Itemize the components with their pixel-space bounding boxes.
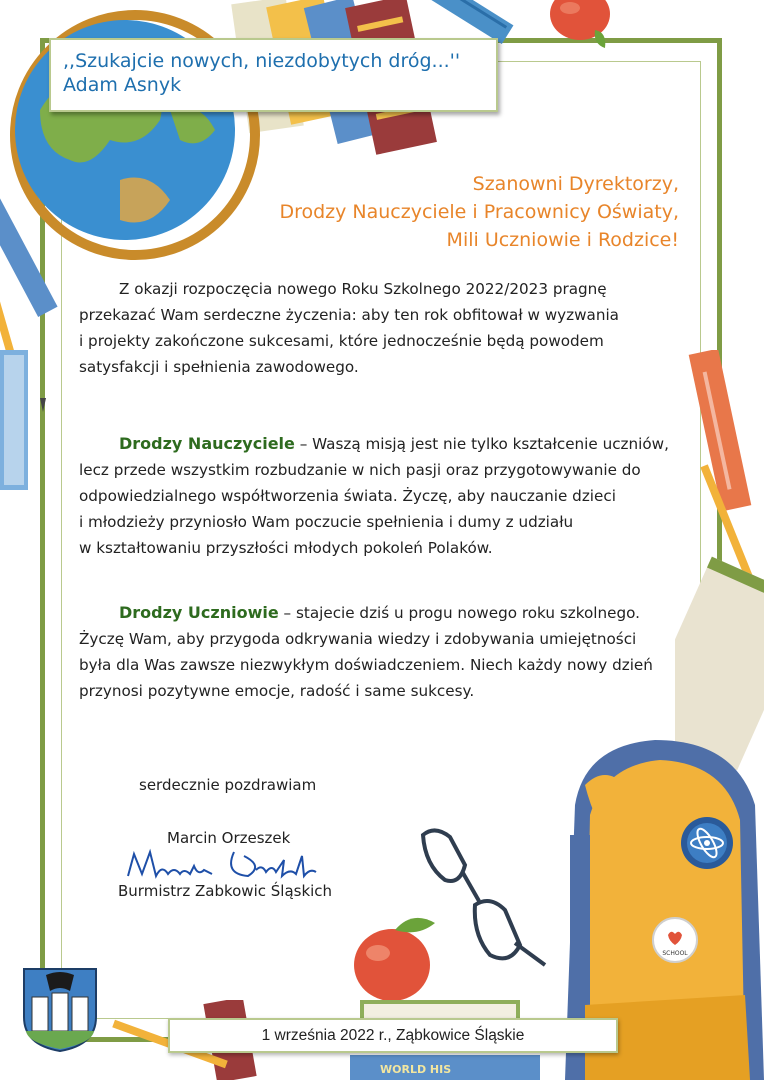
handwritten-signature bbox=[124, 846, 334, 884]
paragraph-intro-line-3: i projekty zakończone sukcesami, które jednocześnie będą powodem bbox=[79, 332, 604, 350]
paragraph-teachers-line-5: w kształtowaniu przyszłości młodych pokoleń Polaków. bbox=[79, 539, 493, 557]
greeting-line-1: Szanowni Dyrektorzy, bbox=[472, 173, 679, 195]
paragraph-students-line-1: – stajecie dziś u progu nowego roku szkolnego. bbox=[278, 604, 640, 622]
signer-title: Burmistrz Zabkowic Śląskich bbox=[118, 882, 333, 900]
greeting bbox=[279, 170, 679, 254]
signer-name: Marcin Orzeszek bbox=[167, 829, 291, 847]
date-place-text: 1 września 2022 r., Ząbkowice Śląskie bbox=[261, 1027, 525, 1044]
students-heading: Drodzy Uczniowie bbox=[119, 603, 279, 622]
paragraph-teachers bbox=[79, 431, 694, 561]
greeting-line-2: Drodzy Nauczyciele i Pracownicy Oświaty, bbox=[279, 201, 679, 223]
greeting-line-3: Mili Uczniowie i Rodzice! bbox=[446, 229, 679, 251]
teachers-heading: Drodzy Nauczyciele bbox=[119, 434, 295, 453]
paragraph-intro-line-1: Z okazji rozpoczęcia nowego Roku Szkolnego 2022/2023 pragnę bbox=[119, 280, 607, 298]
apple-books-illustration bbox=[340, 905, 540, 1080]
quote-author: Adam Asnyk bbox=[63, 74, 182, 96]
paragraph-intro-line-4: satysfakcji i spełnienia zawodowego. bbox=[79, 358, 359, 376]
left-pencils-illustration bbox=[0, 180, 70, 500]
paragraph-teachers-line-4: i młodzieży przyniosło Wam poczucie spełnienia i dumy z udziału bbox=[79, 513, 574, 531]
paragraph-students bbox=[79, 600, 694, 704]
badge-label: SCHOOL bbox=[662, 950, 688, 957]
coat-of-arms-icon bbox=[22, 967, 98, 1053]
book-bottom-label: WORLD HIS bbox=[380, 1063, 452, 1076]
paragraph-intro bbox=[79, 276, 694, 380]
quote-text: ,,Szukajcie nowych, niezdobytych dróg...'' bbox=[63, 50, 461, 72]
paragraph-students-line-3: była dla Was zawsze niezwykłym doświadczeniem. Niech każdy nowy dzień bbox=[79, 656, 653, 674]
paragraph-students-line-4: przynosi pozytywne emocje, radość i same sukcesy. bbox=[79, 682, 475, 700]
paragraph-intro-line-2: przekazać Wam serdeczne życzenia: aby ten rok obfitował w wyzwania bbox=[79, 306, 619, 324]
paragraph-teachers-line-2: lecz przede wszystkim rozbudzanie w nich pasji oraz przygotowywanie do bbox=[79, 461, 641, 479]
paragraph-teachers-line-1: – Waszą misją jest nie tylko kształcenie uczniów, bbox=[294, 435, 669, 453]
apple-top-illustration bbox=[545, 0, 615, 50]
date-place-box bbox=[168, 1018, 618, 1053]
paragraph-teachers-line-3: odpowiedzialnego współtworzenia świata. Życzę, aby nauczanie dzieci bbox=[79, 487, 616, 505]
paragraph-students-line-2: Życzę Wam, aby przygoda odkrywania wiedzy i zdobywania umiejętności bbox=[79, 630, 637, 648]
quote-box bbox=[49, 38, 498, 112]
closing-regards: serdecznie pozdrawiam bbox=[139, 776, 317, 794]
